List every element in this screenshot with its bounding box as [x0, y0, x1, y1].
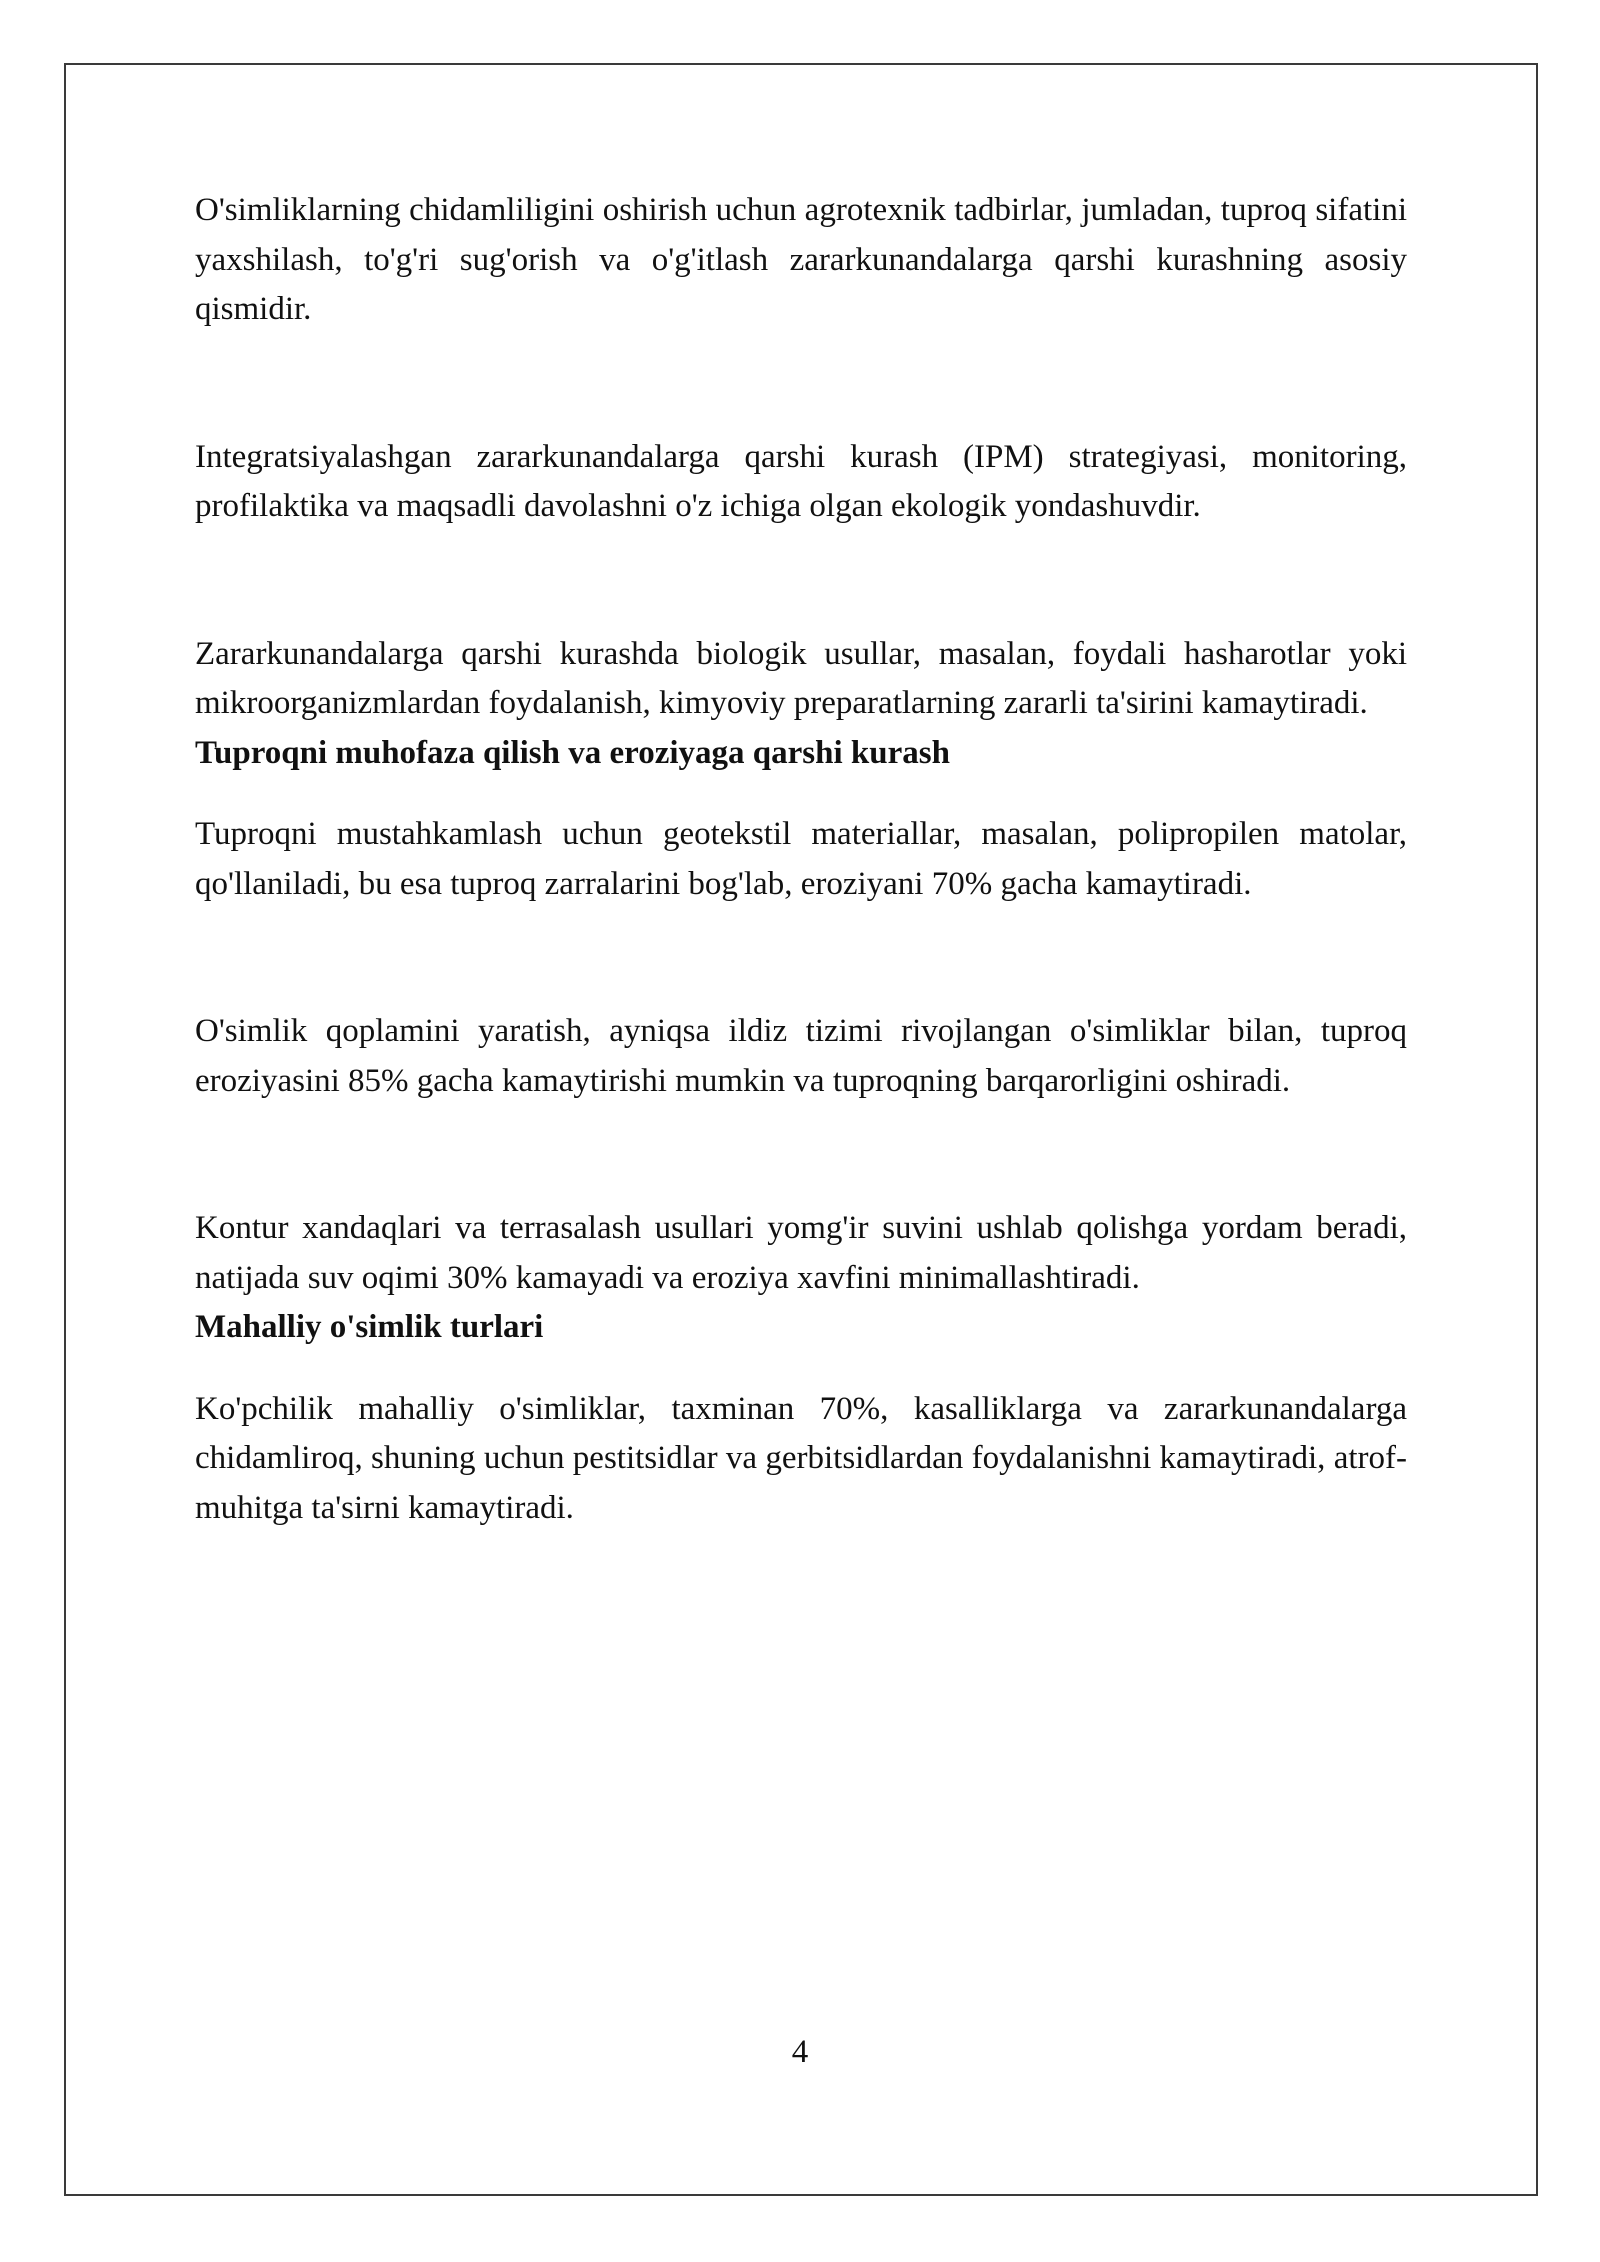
- page-number: 4: [791, 2034, 809, 2070]
- paragraph-geotextile: Tuproqni mustahkamlash uchun geotekstil materiallar, masalan, polipropilen matolar, qo'llaniladi, bu esa tuproq zarralarini bog'lab, eroziyani 70% gacha kamaytiradi.: [195, 816, 1407, 902]
- paragraph-ipm: Integratsiyalashgan zararkunandalarga qarshi kurash (IPM) strategiyasi, monitoring, profilaktika va maqsadli davolashni o'z ichiga olgan ekologik yondashuvdir.: [195, 438, 1407, 524]
- section-heading-native-plants: Mahalliy o'simlik turlari: [195, 1309, 544, 1345]
- paragraph-agrotechnical: O'simliklarning chidamliligini oshirish uchun agrotexnik tadbirlar, jumladan, tuproq sifatini yaxshilash, to'g'ri sug'orish va o'g'itlash zararkunandalarga qarshi kurashning asosiy qismidir.: [195, 192, 1407, 327]
- paragraph-plant-cover: O'simlik qoplamini yaratish, ayniqsa ildiz tizimi rivojlangan o'simliklar bilan, tuproq eroziyasini 85% gacha kamaytirishi mumkin va tuproqning barqarorligini oshiradi.: [195, 1013, 1407, 1099]
- paragraph-native-plants: Ko'pchilik mahalliy o'simliklar, taxminan 70%, kasalliklarga va zararkunandalarga chidamliroq, shuning uchun pestitsidlar va gerbitsidlardan foydalanishni kamaytiradi, atrof-muhitga ta'sirni kamaytiradi.: [195, 1390, 1407, 1526]
- paragraph-contour-terracing: Kontur xandaqlari va terrasalash usullari yomg'ir suvini ushlab qolishga yordam beradi, natijada suv oqimi 30% kamayadi va eroziya xavfini minimallashtiradi.: [195, 1210, 1407, 1296]
- document-body: [195, 186, 1407, 1533]
- section-heading-soil-protection: Tuproqni muhofaza qilish va eroziyaga qarshi kurash: [195, 734, 950, 771]
- paragraph-biological-methods: Zararkunandalarga qarshi kurashda biologik usullar, masalan, foydali hasharotlar yoki mikroorganizmlardan foydalanish, kimyoviy preparatlarning zararli ta'sirini kamaytiradi.: [195, 635, 1407, 721]
